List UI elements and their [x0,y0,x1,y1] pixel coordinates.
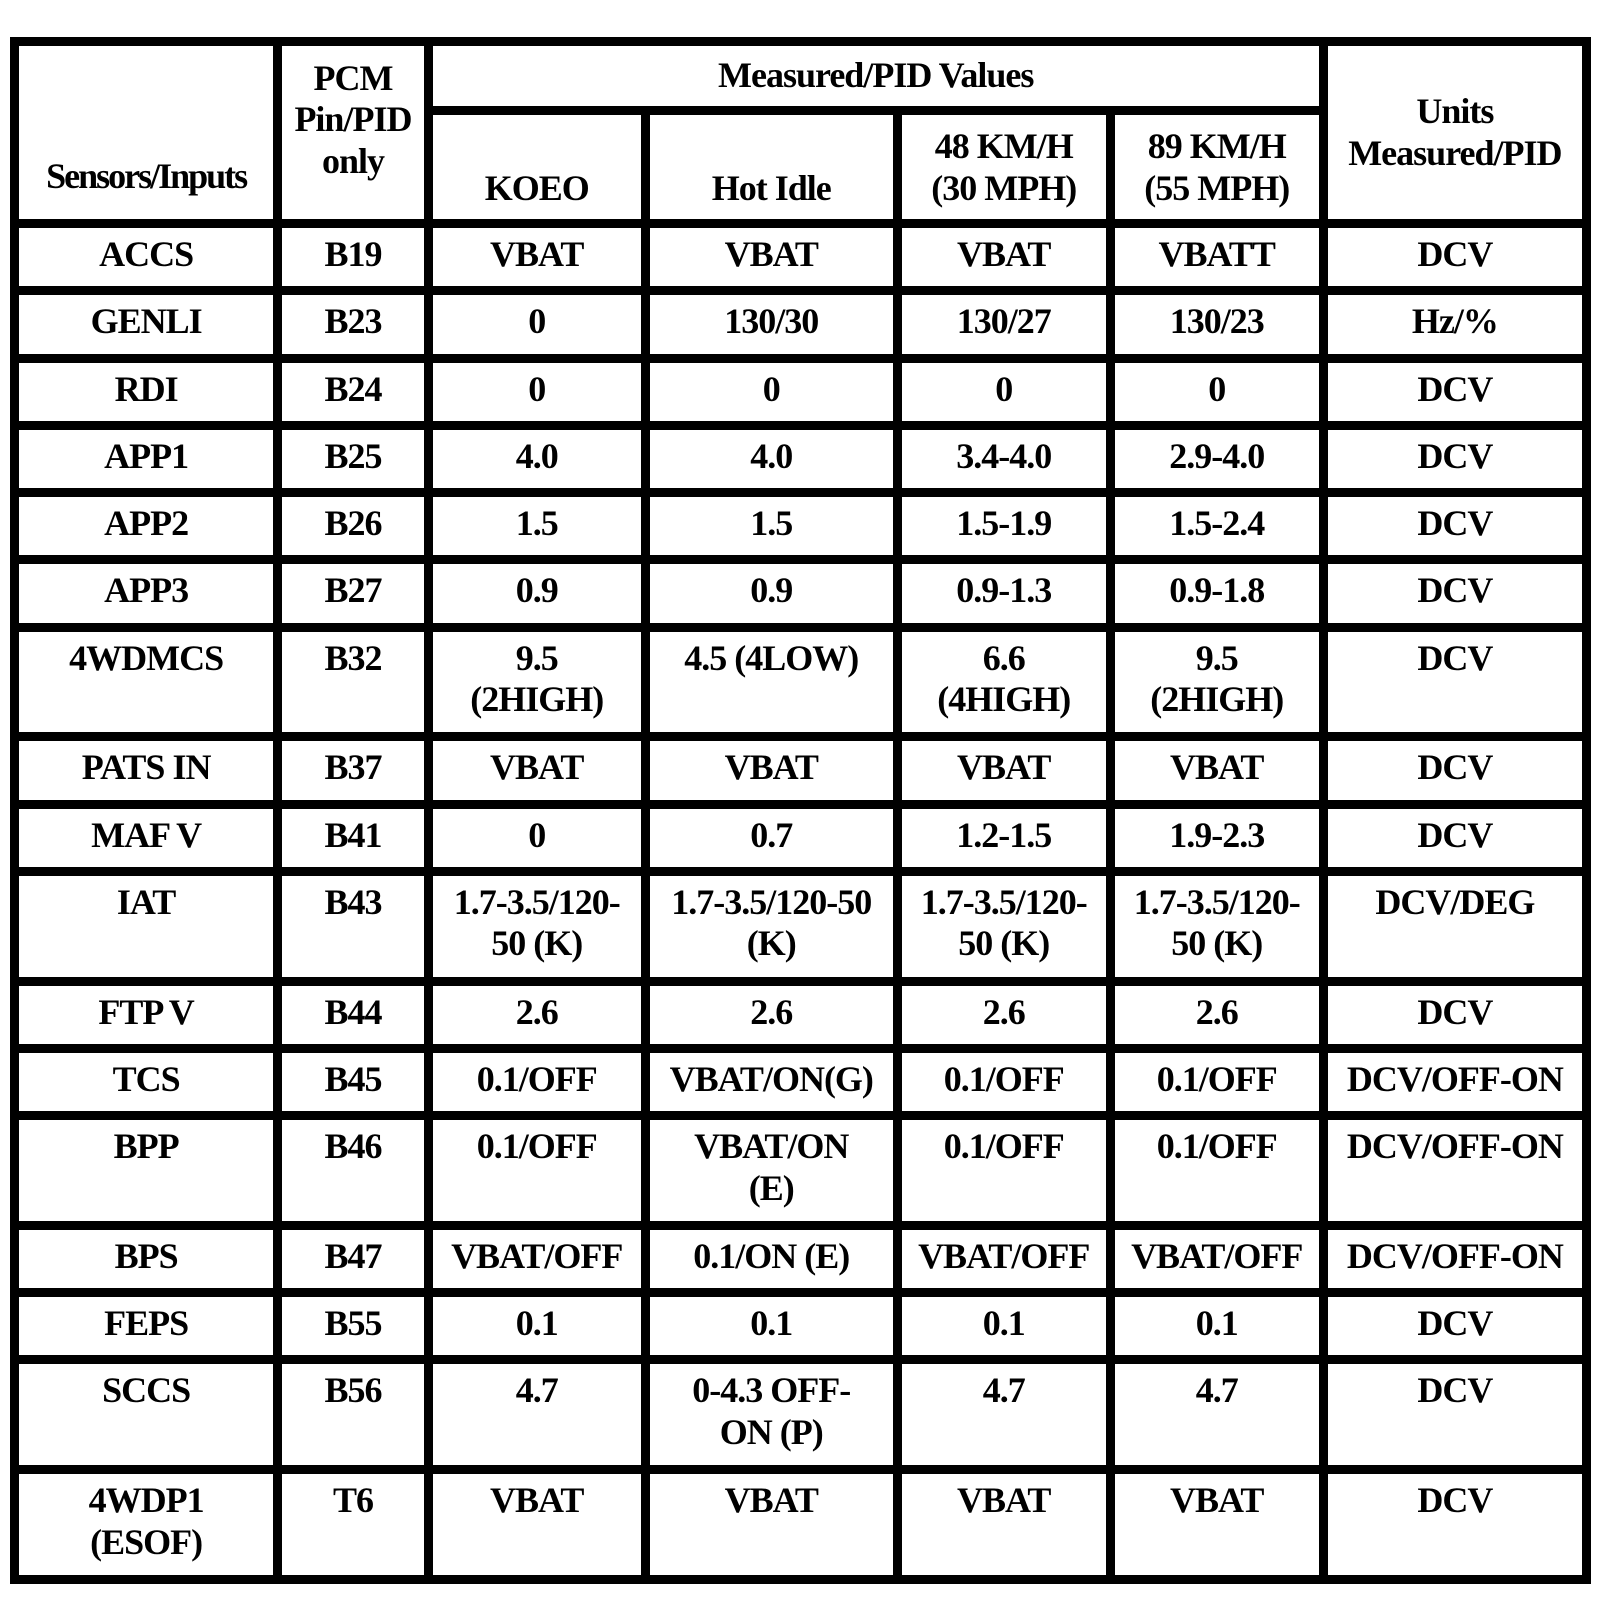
sensor-cell-line: APP1 [104,435,189,476]
units-cell: DCV [1328,1297,1582,1355]
table-row [19,632,1582,733]
kmh48-cell-line: 1.7-3.5/120- [920,881,1087,922]
hot-idle-cell-line: VBAT/ON(G) [669,1058,873,1099]
kmh89-cell [1115,1230,1319,1288]
table-row [19,1364,1582,1465]
sensor-cell-line: 4WDP1 [88,1480,204,1521]
kmh48-cell [902,497,1106,555]
sensor-cell [19,228,273,286]
koeo-cell [433,1474,641,1575]
header-units-line1: Units [1416,91,1494,132]
pid-table-body [19,228,1582,1575]
kmh48-cell [902,986,1106,1044]
pin-cell: B27 [282,564,423,622]
sensor-cell [19,1364,273,1465]
header-koeo [433,115,641,219]
kmh48-cell [902,228,1106,286]
kmh89-cell [1115,564,1319,622]
koeo-cell-line: 0 [528,814,546,855]
pin-cell: B41 [282,809,423,867]
header-89kmh-line1: 89 KM/H [1147,126,1286,167]
sensor-cell-line: BPS [114,1235,178,1276]
kmh89-cell-line: 1.7-3.5/120- [1133,881,1300,922]
units-cell: Hz/% [1328,295,1582,353]
kmh48-cell-line: 0.1/OFF [943,1058,1064,1099]
sensor-cell [19,295,273,353]
hot-idle-cell [650,1474,893,1575]
kmh48-cell-line: 0.1 [982,1303,1025,1344]
kmh48-cell-line: 0 [995,368,1013,409]
units-cell: DCV [1328,986,1582,1044]
hot-idle-cell [650,363,893,421]
sensor-cell-line: APP2 [104,503,189,544]
sensor-cell-line: APP3 [104,570,189,611]
table-row [19,564,1582,622]
koeo-cell [433,809,641,867]
koeo-cell [433,1120,641,1221]
pin-cell: B46 [282,1120,423,1221]
table-row [19,1230,1582,1288]
koeo-cell [433,564,641,622]
sensor-cell-line: MAF V [91,814,202,855]
kmh89-cell-line: VBAT [1170,747,1264,788]
hot-idle-cell [650,1120,893,1221]
koeo-cell [433,986,641,1044]
kmh89-cell [1115,632,1319,733]
kmh48-cell-line: 1.5-1.9 [956,503,1052,544]
units-cell: DCV [1328,430,1582,488]
hot-idle-cell-line: 0.9 [750,570,793,611]
koeo-cell [433,1364,641,1465]
hot-idle-cell-line: VBAT [724,1480,818,1521]
table-row [19,497,1582,555]
header-pcm-pin-line2: Pin/PID [294,99,412,140]
units-cell: DCV/OFF-ON [1328,1120,1582,1221]
sensor-cell-line: RDI [114,368,178,409]
koeo-cell-line: 50 (K) [491,923,583,964]
hot-idle-cell-line: 4.0 [750,435,793,476]
header-pcm-pin [282,46,423,219]
koeo-cell [433,430,641,488]
hot-idle-cell [650,564,893,622]
kmh48-cell-line: 6.6 [982,637,1025,678]
table-row [19,1120,1582,1221]
kmh89-cell [1115,1053,1319,1111]
pid-values-table [10,37,1591,1584]
koeo-cell-line: 1.5 [515,503,558,544]
koeo-cell [433,1297,641,1355]
hot-idle-cell [650,632,893,733]
hot-idle-cell-line: 0.1 [750,1303,793,1344]
koeo-cell [433,228,641,286]
koeo-cell [433,295,641,353]
pin-cell: B24 [282,363,423,421]
koeo-cell-line: (2HIGH) [470,679,604,720]
kmh89-cell-line: VBAT/OFF [1131,1235,1303,1276]
hot-idle-cell-line: 1.5 [750,503,793,544]
table-row [19,1474,1582,1575]
sensor-cell [19,363,273,421]
hot-idle-cell [650,228,893,286]
kmh48-cell [902,1053,1106,1111]
kmh89-cell [1115,809,1319,867]
sensor-cell-line: TCS [112,1058,180,1099]
kmh89-cell [1115,430,1319,488]
kmh48-cell-line: 1.2-1.5 [956,814,1052,855]
hot-idle-cell-line: (E) [748,1167,794,1208]
kmh89-cell [1115,1120,1319,1221]
header-units-line2: Measured/PID [1348,132,1562,173]
koeo-cell-line: 0.1/OFF [476,1058,597,1099]
header-pcm-pin-line3: only [321,140,384,181]
pin-cell: B44 [282,986,423,1044]
kmh48-cell-line: 0.1/OFF [943,1126,1064,1167]
kmh89-cell-line: (2HIGH) [1150,679,1284,720]
kmh89-cell-line: 0.1 [1195,1303,1238,1344]
sensor-cell [19,986,273,1044]
units-cell: DCV/OFF-ON [1328,1053,1582,1111]
sensor-cell [19,1474,273,1575]
sensor-cell [19,809,273,867]
table-row [19,741,1582,799]
table-row [19,363,1582,421]
pin-cell: B25 [282,430,423,488]
kmh48-cell-line: VBAT/OFF [918,1235,1090,1276]
sensor-cell [19,876,273,977]
table-row [19,809,1582,867]
kmh89-cell [1115,1297,1319,1355]
kmh48-cell-line: 50 (K) [958,923,1050,964]
hot-idle-cell [650,1053,893,1111]
pin-cell: B43 [282,876,423,977]
sensor-cell [19,1053,273,1111]
header-48kmh [902,115,1106,219]
kmh48-cell [902,1474,1106,1575]
kmh89-cell-line: 4.7 [1195,1370,1238,1411]
kmh89-cell-line: VBATT [1158,234,1275,274]
koeo-cell-line: 9.5 [515,637,558,678]
pin-cell: B47 [282,1230,423,1288]
koeo-cell-line: VBAT [490,234,584,274]
units-cell: DCV [1328,809,1582,867]
kmh89-cell-line: 0.1/OFF [1156,1058,1277,1099]
kmh89-cell-line: 2.9-4.0 [1169,435,1265,476]
koeo-cell-line: 0.1 [515,1303,558,1344]
header-sensors-inputs-label: Sensors/Inputs [46,155,247,196]
kmh89-cell-line: 0 [1208,368,1226,409]
pin-cell: B55 [282,1297,423,1355]
hot-idle-cell [650,809,893,867]
koeo-cell [433,1230,641,1288]
header-measured-values [433,46,1319,106]
header-koeo-label: KOEO [484,167,589,208]
pin-cell: B56 [282,1364,423,1465]
header-pcm-pin-line1: PCM [313,58,393,98]
sensor-cell [19,632,273,733]
table-row [19,1297,1582,1355]
sensor-cell-line: ACCS [99,234,194,274]
kmh48-cell [902,564,1106,622]
kmh89-cell [1115,1364,1319,1465]
kmh48-cell-line: VBAT [957,747,1051,788]
kmh48-cell-line: VBAT [957,234,1051,274]
kmh48-cell [902,430,1106,488]
hot-idle-cell-line: 2.6 [750,991,793,1032]
kmh89-cell-line: 2.6 [1195,991,1238,1032]
kmh48-cell [902,295,1106,353]
koeo-cell-line: 1.7-3.5/120- [453,881,620,922]
header-units [1328,46,1582,219]
pin-cell: B32 [282,632,423,733]
pin-cell: B26 [282,497,423,555]
hot-idle-cell-line: VBAT [724,747,818,788]
hot-idle-cell-line: VBAT/ON [694,1126,849,1167]
kmh48-cell [902,1230,1106,1288]
hot-idle-cell [650,1230,893,1288]
koeo-cell-line: 0.1/OFF [476,1126,597,1167]
koeo-cell [433,363,641,421]
sensor-cell-line: SCCS [102,1370,191,1411]
table-row [19,228,1582,286]
units-cell: DCV [1328,228,1582,286]
units-cell: DCV/DEG [1328,876,1582,977]
kmh48-cell-line: (4HIGH) [937,679,1071,720]
kmh89-cell [1115,295,1319,353]
sensor-cell-line: FEPS [104,1303,189,1344]
koeo-cell [433,741,641,799]
kmh89-cell-line: 1.9-2.3 [1169,814,1265,855]
hot-idle-cell-line: VBAT [724,234,818,274]
koeo-cell-line: 4.0 [515,435,558,476]
hot-idle-cell-line: 4.5 (4LOW) [684,637,859,678]
sensor-cell [19,1297,273,1355]
sensor-cell [19,564,273,622]
hot-idle-cell-line: 0-4.3 OFF- [692,1370,851,1411]
hot-idle-cell [650,1364,893,1465]
header-measured-values-label: Measured/PID Values [718,55,1034,96]
koeo-cell-line: VBAT [490,747,584,788]
units-cell: DCV [1328,497,1582,555]
kmh48-cell-line: 2.6 [982,991,1025,1032]
kmh89-cell-line: 0.9-1.8 [1169,570,1265,611]
kmh48-cell-line: 4.7 [982,1370,1025,1411]
hot-idle-cell-line: 0.1/ON (E) [693,1235,850,1276]
kmh89-cell-line: 0.1/OFF [1156,1126,1277,1167]
units-cell: DCV [1328,363,1582,421]
koeo-cell [433,876,641,977]
kmh48-cell [902,1297,1106,1355]
hot-idle-cell-line: 130/30 [724,301,819,342]
koeo-cell-line: 4.7 [515,1370,558,1411]
kmh48-cell [902,632,1106,733]
kmh89-cell [1115,1474,1319,1575]
koeo-cell [433,632,641,733]
kmh48-cell-line: VBAT [957,1480,1051,1521]
hot-idle-cell [650,876,893,977]
table-row [19,430,1582,488]
koeo-cell-line: 0 [528,368,546,409]
pin-cell: B23 [282,295,423,353]
kmh89-cell [1115,741,1319,799]
units-cell: DCV [1328,632,1582,733]
header-48kmh-line1: 48 KM/H [934,126,1073,167]
header-89kmh-line2: (55 MPH) [1144,167,1290,208]
sensor-cell-line: 4WDMCS [69,637,224,678]
sensor-cell-line: IAT [116,881,176,922]
units-cell: DCV/OFF-ON [1328,1230,1582,1288]
table-row [19,986,1582,1044]
table-row [19,876,1582,977]
pin-cell: B45 [282,1053,423,1111]
kmh89-cell-line: 50 (K) [1171,923,1263,964]
sensor-cell [19,741,273,799]
units-cell: DCV [1328,564,1582,622]
hot-idle-cell-line: 1.7-3.5/120-50 [671,881,872,922]
kmh48-cell [902,809,1106,867]
sensor-cell-line: GENLI [90,301,202,342]
header-hot-idle-label: Hot Idle [711,167,831,208]
koeo-cell [433,1053,641,1111]
kmh48-cell [902,363,1106,421]
sensor-cell [19,430,273,488]
kmh89-cell-line: 130/23 [1169,301,1264,342]
header-sensors-inputs [19,46,273,219]
koeo-cell-line: VBAT [490,1480,584,1521]
table-row [19,1053,1582,1111]
kmh48-cell [902,741,1106,799]
koeo-cell-line: VBAT/OFF [451,1235,623,1276]
kmh89-cell-line: VBAT [1170,1480,1264,1521]
units-cell: DCV [1328,1364,1582,1465]
koeo-cell [433,497,641,555]
kmh89-cell-line: 9.5 [1195,637,1238,678]
hot-idle-cell [650,741,893,799]
sensor-cell-line: (ESOF) [90,1521,203,1562]
koeo-cell-line: 0.9 [515,570,558,611]
kmh48-cell [902,876,1106,977]
kmh89-cell [1115,986,1319,1044]
sensor-cell-line: BPP [113,1126,179,1167]
kmh48-cell-line: 0.9-1.3 [956,570,1052,611]
hot-idle-cell [650,295,893,353]
kmh89-cell [1115,876,1319,977]
pin-cell: T6 [282,1474,423,1575]
kmh89-cell [1115,363,1319,421]
hot-idle-cell [650,1297,893,1355]
header-hot-idle [650,115,893,219]
pin-cell: B19 [282,228,423,286]
header-48kmh-line2: (30 MPH) [931,167,1077,208]
hot-idle-cell-line: 0.7 [750,814,793,855]
kmh48-cell-line: 3.4-4.0 [956,435,1052,476]
kmh48-cell-line: 130/27 [956,301,1051,342]
table-row [19,295,1582,353]
hot-idle-cell [650,497,893,555]
units-cell: DCV [1328,741,1582,799]
units-cell: DCV [1328,1474,1582,1575]
kmh89-cell [1115,497,1319,555]
kmh48-cell [902,1120,1106,1221]
hot-idle-cell-line: ON (P) [719,1411,823,1452]
sensor-cell [19,1230,273,1288]
koeo-cell-line: 0 [528,301,546,342]
sensor-cell-line: FTP V [98,991,194,1032]
hot-idle-cell-line: 0 [762,368,780,409]
sensor-cell [19,497,273,555]
header-89kmh [1115,115,1319,219]
koeo-cell-line: 2.6 [515,991,558,1032]
hot-idle-cell [650,986,893,1044]
hot-idle-cell [650,430,893,488]
kmh89-cell-line: 1.5-2.4 [1169,503,1265,544]
hot-idle-cell-line: (K) [746,923,796,964]
kmh89-cell [1115,228,1319,286]
pin-cell: B37 [282,741,423,799]
sensor-cell [19,1120,273,1221]
sensor-cell-line: PATS IN [81,747,211,788]
kmh48-cell [902,1364,1106,1465]
